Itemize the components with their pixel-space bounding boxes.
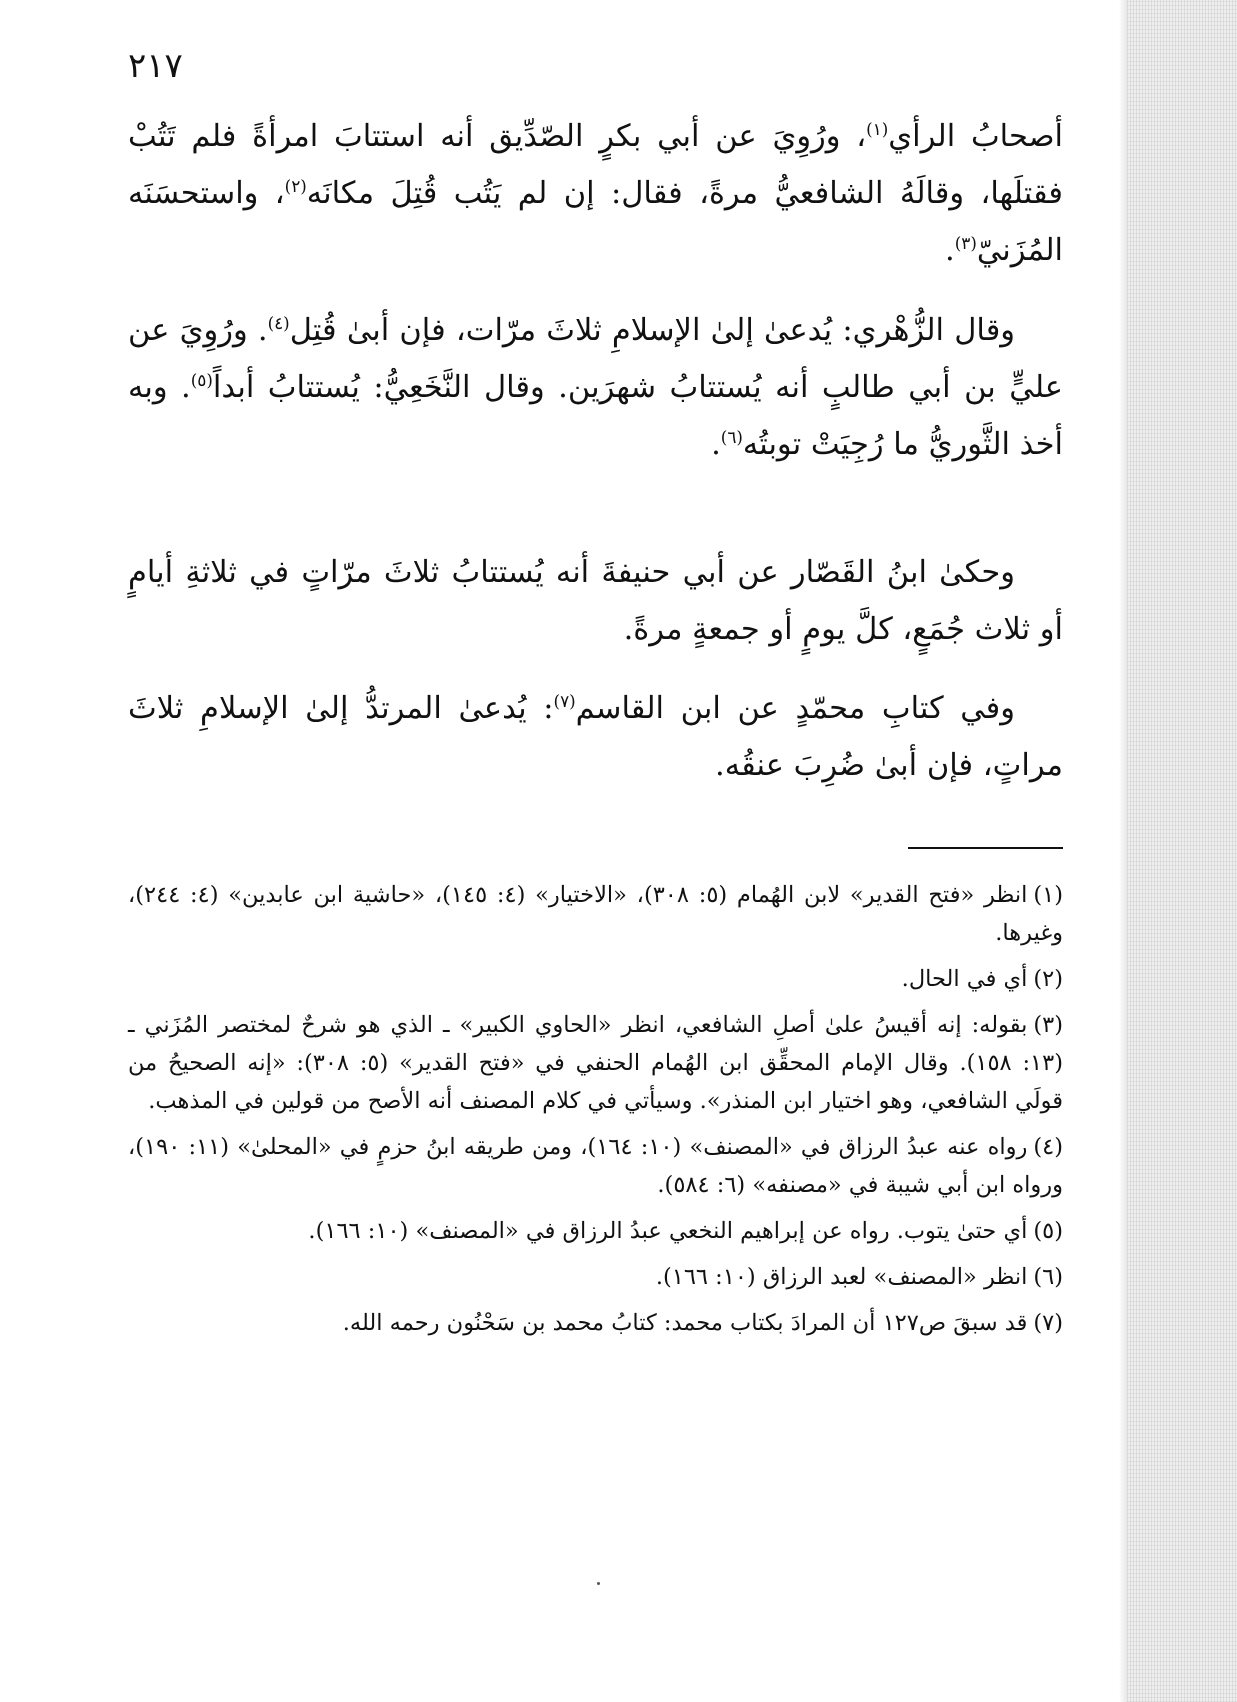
paragraph-3 bbox=[128, 544, 1063, 658]
footnote-ref[interactable]: (٧) bbox=[553, 690, 576, 711]
page-number: ٢١٧ bbox=[128, 46, 183, 86]
paragraph-text: وقال الزُّهْري: يُدعىٰ إلىٰ الإسلامِ ثلاثَ مرّات، فإن أبىٰ قُتِل bbox=[289, 313, 1016, 348]
footnote-text: رواه عنه عبدُ الرزاق في «المصنف» (١٠: ١٦٤)، ومن طريقه ابنُ حزمٍ في «المحلىٰ» (١١: ١٩٠)، ورواه ابن أبي شيبة في «مصنفه» (٦: ٥٨٤). bbox=[128, 1134, 1063, 1198]
paragraph-text: . وبه أخذ الثَّوريُّ ما رُجِيَتْ توبتُه bbox=[128, 370, 1063, 462]
footnote-4 bbox=[128, 1128, 1063, 1204]
footnote-text: بقوله: إنه أقيسُ علىٰ أصلِ الشافعي، انظر «الحاوي الكبير» ـ الذي هو شرحٌ لمختصر المُزَني ـ (١٣: ١٥٨). وقال الإمام المحقِّق ابن الهُمام الحنفي في «فتح القدير» (٥: ٣٠٨): «إنه الصحيحُ من قولَي الشافعي، وهو اختيار ابن المنذر». وسيأتي في كلام المصنف أنه الأصح من قولين في المذهب. bbox=[128, 1012, 1063, 1114]
paragraph-text: . bbox=[711, 427, 721, 462]
footnote-text: قد سبقَ ص١٢٧ أن المرادَ بكتاب محمد: كتابُ محمد بن سَحْنُون رحمه الله. bbox=[342, 1310, 1028, 1336]
footnote-number: (٤) bbox=[1033, 1134, 1064, 1160]
scan-edge bbox=[1127, 0, 1237, 1702]
footnote-7 bbox=[128, 1304, 1063, 1342]
footnote-number: (٢) bbox=[1033, 966, 1063, 992]
footnote-number: (١) bbox=[1033, 882, 1064, 908]
paragraph-4 bbox=[128, 680, 1063, 794]
paragraph-text: ، واستحسَنَه المُزَنيّ bbox=[128, 176, 1063, 268]
footnotes-list bbox=[128, 876, 1063, 1350]
footnote-ref[interactable]: (٣) bbox=[954, 232, 977, 253]
footnote-number: (٧) bbox=[1033, 1310, 1063, 1336]
footnote-5 bbox=[128, 1212, 1063, 1250]
footnote-text: انظر «المصنف» لعبد الرزاق (١٠: ١٦٦). bbox=[655, 1264, 1028, 1290]
scan-speck bbox=[597, 1582, 600, 1585]
paragraph-text: وحكىٰ ابنُ القَصّار عن أبي حنيفةَ أنه يُستتابُ ثلاثَ مرّاتٍ في ثلاثةِ أيامٍ أو ثلاث جُمَعٍ، كلَّ يومٍ أو جمعةٍ مرةً. bbox=[128, 555, 1063, 647]
footnote-ref[interactable]: (٤) bbox=[267, 312, 290, 333]
paragraph-text: أصحابُ الرأي bbox=[888, 119, 1064, 154]
footnote-divider bbox=[908, 847, 1063, 849]
footnote-3 bbox=[128, 1006, 1063, 1120]
footnote-number: (٥) bbox=[1033, 1218, 1063, 1244]
paragraph-1 bbox=[128, 108, 1063, 279]
paragraph-text: . bbox=[945, 233, 955, 268]
footnote-ref[interactable]: (١) bbox=[866, 118, 889, 139]
footnote-text: انظر «فتح القدير» لابن الهُمام (٥: ٣٠٨)، «الاختيار» (٤: ١٤٥)، «حاشية ابن عابدين» (٤: ٢٤٤)، وغيرها. bbox=[128, 882, 1063, 946]
footnote-2 bbox=[128, 960, 1063, 998]
footnote-number: (٣) bbox=[1033, 1012, 1063, 1038]
footnote-text: أي في الحال. bbox=[901, 966, 1028, 992]
footnote-ref[interactable]: (٢) bbox=[284, 175, 307, 196]
scan-shadow bbox=[1119, 0, 1127, 1702]
paragraph-text: : يُدعىٰ المرتدُّ إلىٰ الإسلامِ ثلاثَ مراتٍ، فإن أبىٰ ضُرِبَ عنقُه. bbox=[128, 691, 1063, 783]
paragraph-2 bbox=[128, 302, 1063, 473]
footnote-number: (٦) bbox=[1033, 1264, 1063, 1290]
footnote-1 bbox=[128, 876, 1063, 952]
footnote-6 bbox=[128, 1258, 1063, 1296]
paragraph-text: . ورُوِيَ عن عليٍّ بن أبي طالبٍ أنه يُستتابُ شهرَين. وقال النَّخَعِيُّ: يُستتابُ أبداً bbox=[128, 313, 1063, 405]
footnote-text: أي حتىٰ يتوب. رواه عن إبراهيم النخعي عبدُ الرزاق في «المصنف» (١٠: ١٦٦). bbox=[308, 1218, 1028, 1244]
footnote-ref[interactable]: (٥) bbox=[190, 369, 213, 390]
paragraph-text: ، ورُوِيَ عن أبي بكرٍ الصّدِّيق أنه استتابَ امرأةً فلم تَتُبْ فقتلَها، وقالَهُ الشافعيُّ مرةً، فقال: إن لم يَتُب قُتِلَ مكانَه bbox=[128, 119, 1063, 211]
paragraph-text: وفي كتابِ محمّدٍ عن ابن القاسم bbox=[575, 691, 1015, 726]
footnote-ref[interactable]: (٦) bbox=[720, 426, 743, 447]
